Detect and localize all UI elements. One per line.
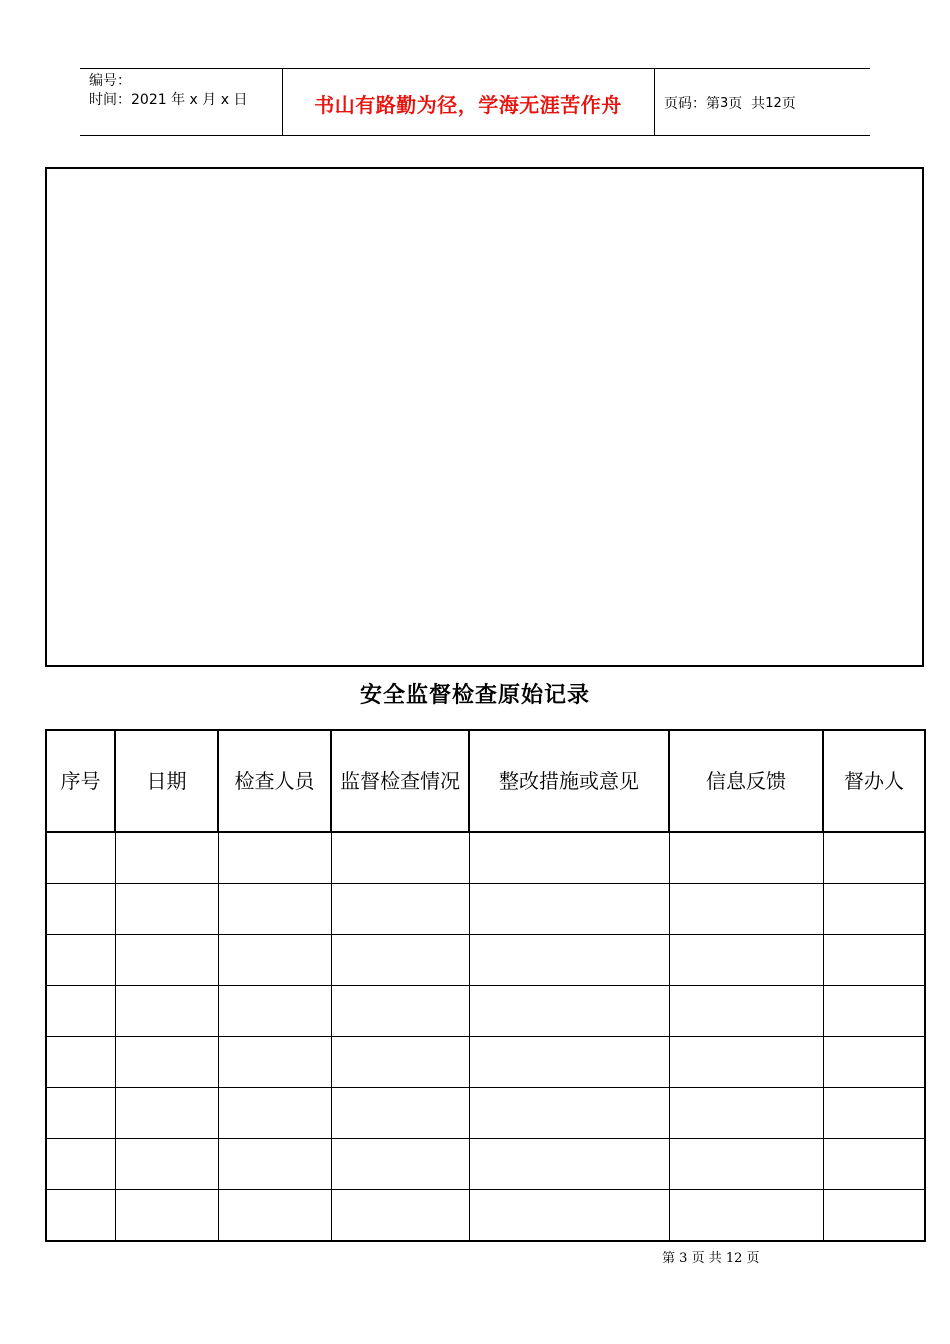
blank-content-box — [45, 167, 924, 667]
header-motto: 书山有路勤为径，学海无涯苦作舟 — [314, 92, 622, 117]
page-label: 页码：第 — [664, 96, 720, 112]
table-cell[interactable] — [115, 884, 218, 935]
column-header-corrective-measures: 整改措施或意见 — [469, 730, 669, 832]
footer-prefix: 第 — [662, 1251, 676, 1266]
table-row — [46, 1088, 925, 1139]
page-current: 3 — [720, 95, 729, 111]
table-cell[interactable] — [218, 1190, 331, 1242]
table-cell[interactable] — [823, 1037, 925, 1088]
page-mid: 页 共 — [728, 96, 766, 112]
column-header-feedback: 信息反馈 — [669, 730, 823, 832]
table-cell[interactable] — [115, 1139, 218, 1190]
table-cell[interactable] — [115, 935, 218, 986]
table-cell[interactable] — [823, 935, 925, 986]
table-cell[interactable] — [669, 1088, 823, 1139]
table-cell[interactable] — [669, 935, 823, 986]
table-cell[interactable] — [46, 935, 115, 986]
table-cell[interactable] — [218, 1139, 331, 1190]
table-cell[interactable] — [823, 884, 925, 935]
table-cell[interactable] — [218, 832, 331, 884]
table-cell[interactable] — [669, 986, 823, 1037]
table-cell[interactable] — [218, 1037, 331, 1088]
table-cell[interactable] — [331, 935, 469, 986]
header-page-info — [664, 69, 796, 137]
table-cell[interactable] — [115, 986, 218, 1037]
document-number-label: 编号： — [89, 73, 131, 89]
table-cell[interactable] — [46, 832, 115, 884]
document-title: 安全监督检查原始记录 — [359, 682, 590, 708]
table-cell[interactable] — [469, 1037, 669, 1088]
table-row — [46, 1139, 925, 1190]
table-cell[interactable] — [115, 832, 218, 884]
table-cell[interactable] — [669, 1037, 823, 1088]
table-cell[interactable] — [46, 1139, 115, 1190]
table-cell[interactable] — [331, 1088, 469, 1139]
table-cell[interactable] — [823, 1088, 925, 1139]
table-cell[interactable] — [669, 1190, 823, 1242]
table-cell[interactable] — [331, 832, 469, 884]
table-cell[interactable] — [115, 1037, 218, 1088]
table-row — [46, 1037, 925, 1088]
table-cell[interactable] — [331, 884, 469, 935]
footer-total-pages: 12 — [725, 1251, 743, 1266]
footer-current-page: 3 — [679, 1251, 688, 1266]
table-cell[interactable] — [469, 1190, 669, 1242]
table-cell[interactable] — [331, 1190, 469, 1242]
table-cell[interactable] — [469, 832, 669, 884]
table-cell[interactable] — [669, 884, 823, 935]
table-row — [46, 884, 925, 935]
page-footer — [662, 1247, 760, 1266]
header-divider — [654, 69, 655, 135]
table-cell[interactable] — [331, 1139, 469, 1190]
page-header — [80, 68, 870, 136]
header-meta — [89, 72, 247, 110]
table-cell[interactable] — [46, 1037, 115, 1088]
document-date: 时间：2021 年 x 月 x 日 — [89, 92, 248, 108]
table-header-row — [46, 730, 925, 832]
table-cell[interactable] — [669, 832, 823, 884]
table-cell[interactable] — [218, 986, 331, 1037]
table-row — [46, 1190, 925, 1242]
table-cell[interactable] — [331, 986, 469, 1037]
table-row — [46, 986, 925, 1037]
footer-suffix: 页 — [746, 1251, 760, 1266]
table-row — [46, 832, 925, 884]
table-cell[interactable] — [823, 986, 925, 1037]
table-cell[interactable] — [469, 1088, 669, 1139]
table-cell[interactable] — [469, 1139, 669, 1190]
column-header-date: 日期 — [115, 730, 218, 832]
column-header-inspection-status: 监督检查情况 — [331, 730, 469, 832]
table-cell[interactable] — [46, 884, 115, 935]
table-cell[interactable] — [218, 1088, 331, 1139]
table-cell[interactable] — [823, 832, 925, 884]
table-cell[interactable] — [218, 935, 331, 986]
table-cell[interactable] — [46, 986, 115, 1037]
table-cell[interactable] — [823, 1139, 925, 1190]
page-end: 页 — [781, 96, 796, 112]
table-cell[interactable] — [469, 935, 669, 986]
table-cell[interactable] — [115, 1088, 218, 1139]
table-cell[interactable] — [218, 884, 331, 935]
footer-mid: 页 共 — [691, 1251, 722, 1266]
table-cell[interactable] — [669, 1139, 823, 1190]
table-cell[interactable] — [46, 1088, 115, 1139]
table-cell[interactable] — [46, 1190, 115, 1242]
table-cell[interactable] — [115, 1190, 218, 1242]
column-header-inspectors: 检查人员 — [218, 730, 331, 832]
table-cell[interactable] — [469, 884, 669, 935]
column-header-index: 序号 — [46, 730, 115, 832]
table-cell[interactable] — [331, 1037, 469, 1088]
table-row — [46, 935, 925, 986]
column-header-supervisor: 督办人 — [823, 730, 925, 832]
table-cell[interactable] — [823, 1190, 925, 1242]
inspection-record-table — [45, 729, 926, 1242]
page-total: 12 — [765, 95, 782, 111]
table-cell[interactable] — [469, 986, 669, 1037]
